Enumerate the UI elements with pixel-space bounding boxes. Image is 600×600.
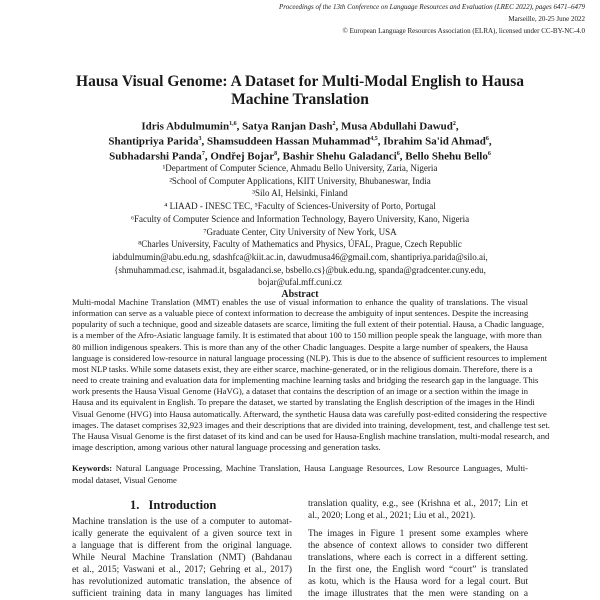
body-text-line: translations, where each is correct in a different setting.: [308, 553, 528, 563]
abstract-line: The Hausa Visual Genome is the first dataset of its kind and can be used for Hausa-English machine translation, multi-modal research, and: [72, 430, 550, 441]
author-affiliation-index: 3: [198, 136, 202, 142]
affiliation-line: ⁷Graduate Center, City University of New York, USA: [203, 226, 397, 237]
proceedings-line: Proceedings of the 13th Conference on Language Resources and Evaluation (LREC 2022), pages 6471–6479: [278, 3, 585, 11]
keywords-text: Natural Language Processing, Machine Translation, Hausa Language Resources, Low Resource Languages, Multi-: [115, 463, 528, 473]
section-number: 1.: [130, 498, 140, 512]
abstract-line: work presents the Hausa Visual Genome (HaVG), a dataset that contains the description of an image or a section within the image in: [72, 386, 528, 397]
body-text-line: ically generate the equivalent of a given source text in: [72, 529, 292, 539]
author-name: Ondřej Bojar: [210, 150, 275, 163]
author-affiliation-index: 2: [332, 121, 336, 127]
author-affiliation-index: 6: [485, 136, 489, 142]
abstract-line: Multi-modal Machine Translation (MMT) enables the use of visual information to enhance the quality of translations. The visual: [72, 297, 528, 307]
abstract-line: need to create training and evaluation data for implementing machine learning tasks and bridging the research gap in the language. This: [72, 375, 539, 386]
email-line: iabdulmumin@abu.edu.ng, sdashfca@kiit.ac.in, dawudmusa46@gmail.com, shantipriya.parida@silo.ai,: [112, 251, 488, 262]
body-text-line: the image illustrates that the men were standing on a: [308, 589, 528, 599]
author-affiliation-index: 1,6: [229, 121, 237, 127]
author-name: Shantipriya Parida: [108, 135, 199, 148]
author-affiliation-index: 7: [201, 151, 205, 157]
abstract-line: is a member of the Afro-Asiatic language family. It is estimated that about 100 to 150 million people speak the language, with more than: [72, 330, 542, 341]
body-text-line: sufficient training data in many languages has limited: [72, 589, 292, 599]
abstract-line: images. The dataset comprises 32,923 images and their descriptions that are divided into training, development, test, and challenge test set.: [72, 419, 550, 430]
body-text-line: as kotu, which is the Hausa word for a legal court. But: [308, 577, 528, 587]
author-line: Subhadarshi Panda$^7$, Ondřej Bojar$^8$, Bashir Shehu Galadanci$^6$, Bello Shehu Bello$^6$: [109, 150, 491, 163]
author-name: Subhadarshi Panda: [109, 150, 202, 163]
keywords-label: Keywords:: [72, 463, 113, 473]
keywords-line: [72, 463, 528, 474]
abstract-line: Visual Genome (HVG) into Hausa automatically. Afterward, the synthetic Hausa data was carefully post-edited considering the respective: [72, 408, 547, 419]
author-name: Satya Ranjan Dash: [242, 120, 333, 133]
copyright-line: © European Language Resources Association (ELRA), licensed under CC-BY-NC-4.0: [342, 27, 585, 35]
body-text-line: a language that is different from the original language.: [72, 541, 292, 551]
body-text-line: the absence of context allows to consider two different: [308, 541, 528, 551]
body-text-line: The images in Figure 1 present some examples where: [308, 529, 528, 539]
abstract-line: image description, among various other natural language processing and generation tasks.: [72, 441, 381, 452]
author-name: Musa Abdullahi Dawud: [341, 120, 453, 133]
body-text-line: has revolutionized automatic translation, the absence of: [72, 577, 292, 587]
author-name: Bashir Shehu Galadanci: [282, 150, 397, 163]
author-affiliation-index: 2: [452, 121, 456, 127]
affiliation-line: ³Silo AI, Helsinki, Finland: [252, 188, 348, 199]
author-line: Shantipriya Parida$^3$, Shamsuddeen Hassan Muhammad$^{4,5}$, Ibrahim Sa'id Ahmad$^6$,: [108, 135, 492, 148]
body-text-line: translation quality, e.g., see (Krishna et al., 2017; Lin et: [308, 499, 528, 509]
body-text-line: While Neural Machine Translation (NMT) (Bahdanau: [72, 553, 292, 563]
author-affiliation-index: 8: [274, 151, 278, 157]
author-name: Shamsuddeen Hassan Muhammad: [206, 135, 371, 148]
paper-title-line: Hausa Visual Genome: A Dataset for Multi-Modal English to Hausa: [76, 73, 524, 90]
section-heading-introduction: [130, 498, 216, 513]
affiliation-line: ⁸Charles University, Faculty of Mathematics and Physics, ÚFAL, Prague, Czech Republic: [138, 239, 462, 250]
affiliation-line: ⁴ LIAAD - INESC TEC, ⁵Faculty of Sciences-University of Porto, Portugal: [164, 201, 436, 212]
paper-title-line: Machine Translation: [231, 91, 369, 108]
author-affiliation-index: 6: [396, 151, 400, 157]
abstract-heading: Abstract: [281, 289, 319, 300]
body-text-line: al., 2020; Long et al., 2021; Liu et al., 2021).: [308, 511, 476, 521]
abstract-line: language is considered low-resource in natural language processing (NLP). This is due to the absence of sufficient resources to implement: [72, 352, 548, 363]
author-affiliation-index: 4,5: [370, 136, 378, 142]
abstract-line: Hausa and its equivalent in English. To prepare the dataset, we started by translating the English description of the images in the Hindi: [72, 397, 535, 408]
email-line: {shmuhammad.csc, isahmad.it, bsgaladanci.se, bsbello.cs}@buk.edu.ng, spanda@gradcenter.cuny.edu,: [114, 264, 486, 275]
abstract-line: 80 million indigenous speakers. This is more than any of the other Chadic languages. Despite a large number of speakers, the Hausa: [72, 341, 528, 352]
body-text-line: et al., 2015; Vaswani et al., 2017; Gehring et al., 2017): [72, 565, 292, 575]
email-line: bojar@ufal.mff.cuni.cz: [258, 277, 342, 288]
section-title: Introduction: [148, 498, 217, 512]
author-line: Idris Abdulmumin$^{1,6}$, Satya Ranjan Dash$^2$, Musa Abdullahi Dawud$^2$,: [141, 120, 459, 133]
location-line: Marseille, 20-25 June 2022: [508, 15, 585, 23]
author-name: Ibrahim Sa'id Ahmad: [383, 135, 486, 148]
author-name: Idris Abdulmumin: [141, 120, 230, 133]
abstract-line: most NLP tasks. While some datasets exist, they are either scarce, machine-generated, or in the religious domain. Therefore, there is a: [72, 363, 533, 374]
affiliation-line: ²School of Computer Applications, KIIT University, Bhubaneswar, India: [169, 175, 431, 186]
affiliation-line: ¹Department of Computer Science, Ahmadu Bello University, Zaria, Nigeria: [162, 163, 438, 173]
author-affiliation-index: 6: [487, 151, 491, 157]
abstract-line: information can serve as a valuable piece of context information to decrease the ambiguity of input sentences. Despite the increasing: [72, 308, 529, 319]
body-text-line: Machine translation is the use of a computer to automat-: [72, 517, 292, 527]
affiliation-line: ⁶Faculty of Computer Science and Information Technology, Bayero University, Kano, Nigeria: [130, 213, 470, 224]
keywords-line: modal dataset, Visual Genome: [72, 475, 177, 485]
author-name: Bello Shehu Bello: [405, 150, 488, 163]
body-text-line: In the first one, the English word “court” is translated: [308, 565, 528, 575]
abstract-line: popularity of such a technique, good and sizeable datasets are scarce, limiting the full extent of their potential. Hausa, a Chadic language,: [72, 319, 545, 330]
